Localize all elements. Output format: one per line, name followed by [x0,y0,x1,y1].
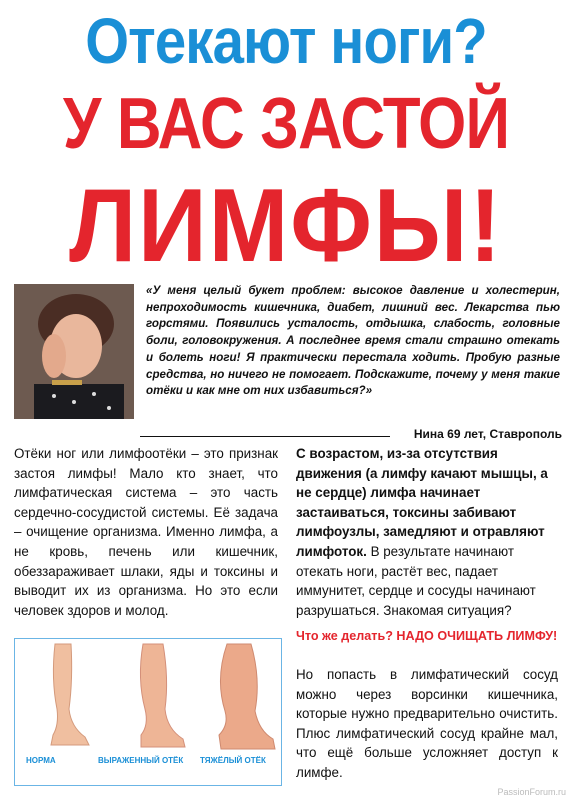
legs-drawing [15,639,281,759]
red-subheading: Что же делать? НАДО ОЧИЩАТЬ ЛИМФУ! [296,629,558,643]
portrait-illustration [14,284,134,419]
leg-label-severe: ТЯЖЁЛЫЙ ОТЁК [200,756,266,765]
quote-signature: Нина 69 лет, Ставрополь [413,427,562,441]
headline-line1: Отекают ноги? [85,5,487,77]
watermark: PassionForum.ru [497,787,566,797]
right-column-text-2: Но попасть в лимфатический сосуд можно через ворсинки кишечника, которые нужно предварительно очистить. Плюс лимфатический сосуд крайне мал, что ещё больше усложняет доступ к лимфе. [296,667,558,780]
reader-quote: «У меня целый букет проблем: высокое давление и холестерин, непроходимость кишечника, диабет, лишний вес. Лекарства пью горстями. Появились усталость, отдышка, слабость, головные боли, головокружения. А последнее время стали страшно отекать и болеть ноги! Я практически перестала ходить. Пробую разные средства, но ничего не помогает. Подскажите, почему у меня такие отёки и как мне от них избавиться?» [146,284,560,398]
signature-divider [140,436,390,437]
woman-portrait-photo [14,284,134,419]
right-column-text [296,444,558,620]
headline-line3: ЛИМФЫ! [69,168,503,284]
leg-label-moderate: ВЫРАЖЕННЫЙ ОТЁК [98,756,184,765]
leg-label-norm: НОРМА [26,756,56,765]
right-column-bold: С возрастом, из-за отсутствия движения (а лимфу качают мышцы, а не сердце) лимфа начинает застаиваться, токсины забивают лимфоузлы, замедляют и отравляют лимфоток. [296,446,548,559]
headline-line2: У ВАС ЗАСТОЙ [62,84,510,164]
left-column-text: Отёки ног или лимфоотёки – это признак застоя лимфы! Мало кто знает, что лимфатическая система – это часть сердечно-сосудистой системы. Её задача – очищение организма. Именно лимфа, а не кровь, печень или кишечник, обеззараживает шлаки, яды и токсины и выводит их из организма. Но это если человек здоров и молод. [14,446,278,618]
right-column-normal: В результате начинают отекать ноги, растёт вес, падает иммунитет, сердце и сосуды начинают разрушаться. Знакомая ситуация? [296,543,536,618]
